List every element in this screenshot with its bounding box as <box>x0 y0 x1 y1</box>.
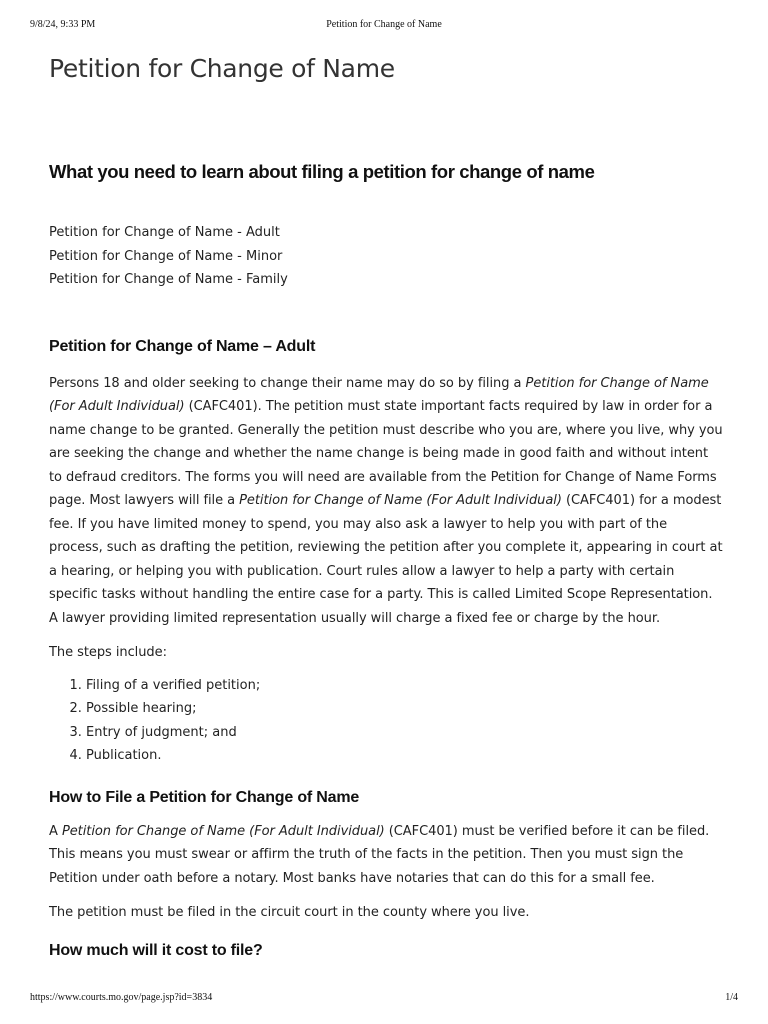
link-minor[interactable]: Petition for Change of Name - Minor <box>49 248 283 264</box>
link-family[interactable]: Petition for Change of Name - Family <box>49 272 288 287</box>
print-datetime: 9/8/24, 9:33 PM <box>30 19 96 30</box>
adult-intro-paragraph <box>49 372 724 631</box>
print-footer <box>30 992 738 1006</box>
text-run: Persons 18 and older seeking to change their name may do so by filing a <box>49 375 526 391</box>
step-item: 3. Entry of judgment; and <box>86 721 724 745</box>
steps-list <box>49 674 724 768</box>
section-links <box>49 221 724 292</box>
text-run: (CAFC401). The petition must state important facts required by law in order for a name change to be granted. Generally the petition must describe who you are, where you live, why you are seeking the change and whether the name change is being made in good faith and without intent to defraud creditors. The forms you will need are available from the Petition for Change of Name Forms page. Most lawyers will file a <box>49 399 723 508</box>
print-url: https://www.courts.mo.gov/page.jsp?id=3834 <box>30 992 213 1003</box>
section-heading-cost: How much will it cost to file? <box>49 941 263 959</box>
steps-intro: The steps include: <box>49 645 167 660</box>
form-title: Petition for Change of Name (For Adult Individual) <box>239 493 562 508</box>
text-run: (CAFC401) must be verified before it can be filed. This means you must swear or affirm the truth of the facts in the petition. Then you must sign the Petition under oath before a notary. Most banks have notaries that can do this for a small fee. <box>49 823 710 886</box>
page-title: Petition for Change of Name <box>49 54 395 83</box>
section-heading-how-to-file: How to File a Petition for Change of Name <box>49 788 360 806</box>
text-run: A <box>49 823 62 839</box>
filing-location-paragraph: The petition must be filed in the circuit court in the county where you live. <box>49 905 530 920</box>
how-to-file-paragraph <box>49 820 724 891</box>
print-title: Petition for Change of Name <box>326 19 442 30</box>
print-page-number: 1/4 <box>725 992 738 1003</box>
step-item: 4. Publication. <box>86 744 724 768</box>
form-title: Petition for Change of Name (For Adult Individual) <box>49 375 709 414</box>
section-heading-adult: Petition for Change of Name – Adult <box>49 337 316 355</box>
main-content <box>49 52 724 962</box>
print-header <box>30 19 738 33</box>
text-run: (CAFC401) for a modest fee. If you have limited money to spend, you may also ask a lawyer to help you with part of the process, such as drafting the petition, reviewing the petition after you complete it, appearing in court at a hearing, or helping you with publication. Court rules allow a lawyer to help a party with certain specific tasks without handling the entire case for a party. This is called Limited Scope Representation. A lawyer providing limited representation usually will charge a fixed fee or charge by the hour. <box>49 493 723 626</box>
step-item: 2. Possible hearing; <box>86 697 724 721</box>
step-item: 1. Filing of a verified petition; <box>86 674 724 698</box>
form-title: Petition for Change of Name (For Adult Individual) <box>61 823 385 839</box>
main-heading: What you need to learn about filing a petition for change of name <box>49 161 595 182</box>
link-adult[interactable]: Petition for Change of Name - Adult <box>49 225 280 240</box>
